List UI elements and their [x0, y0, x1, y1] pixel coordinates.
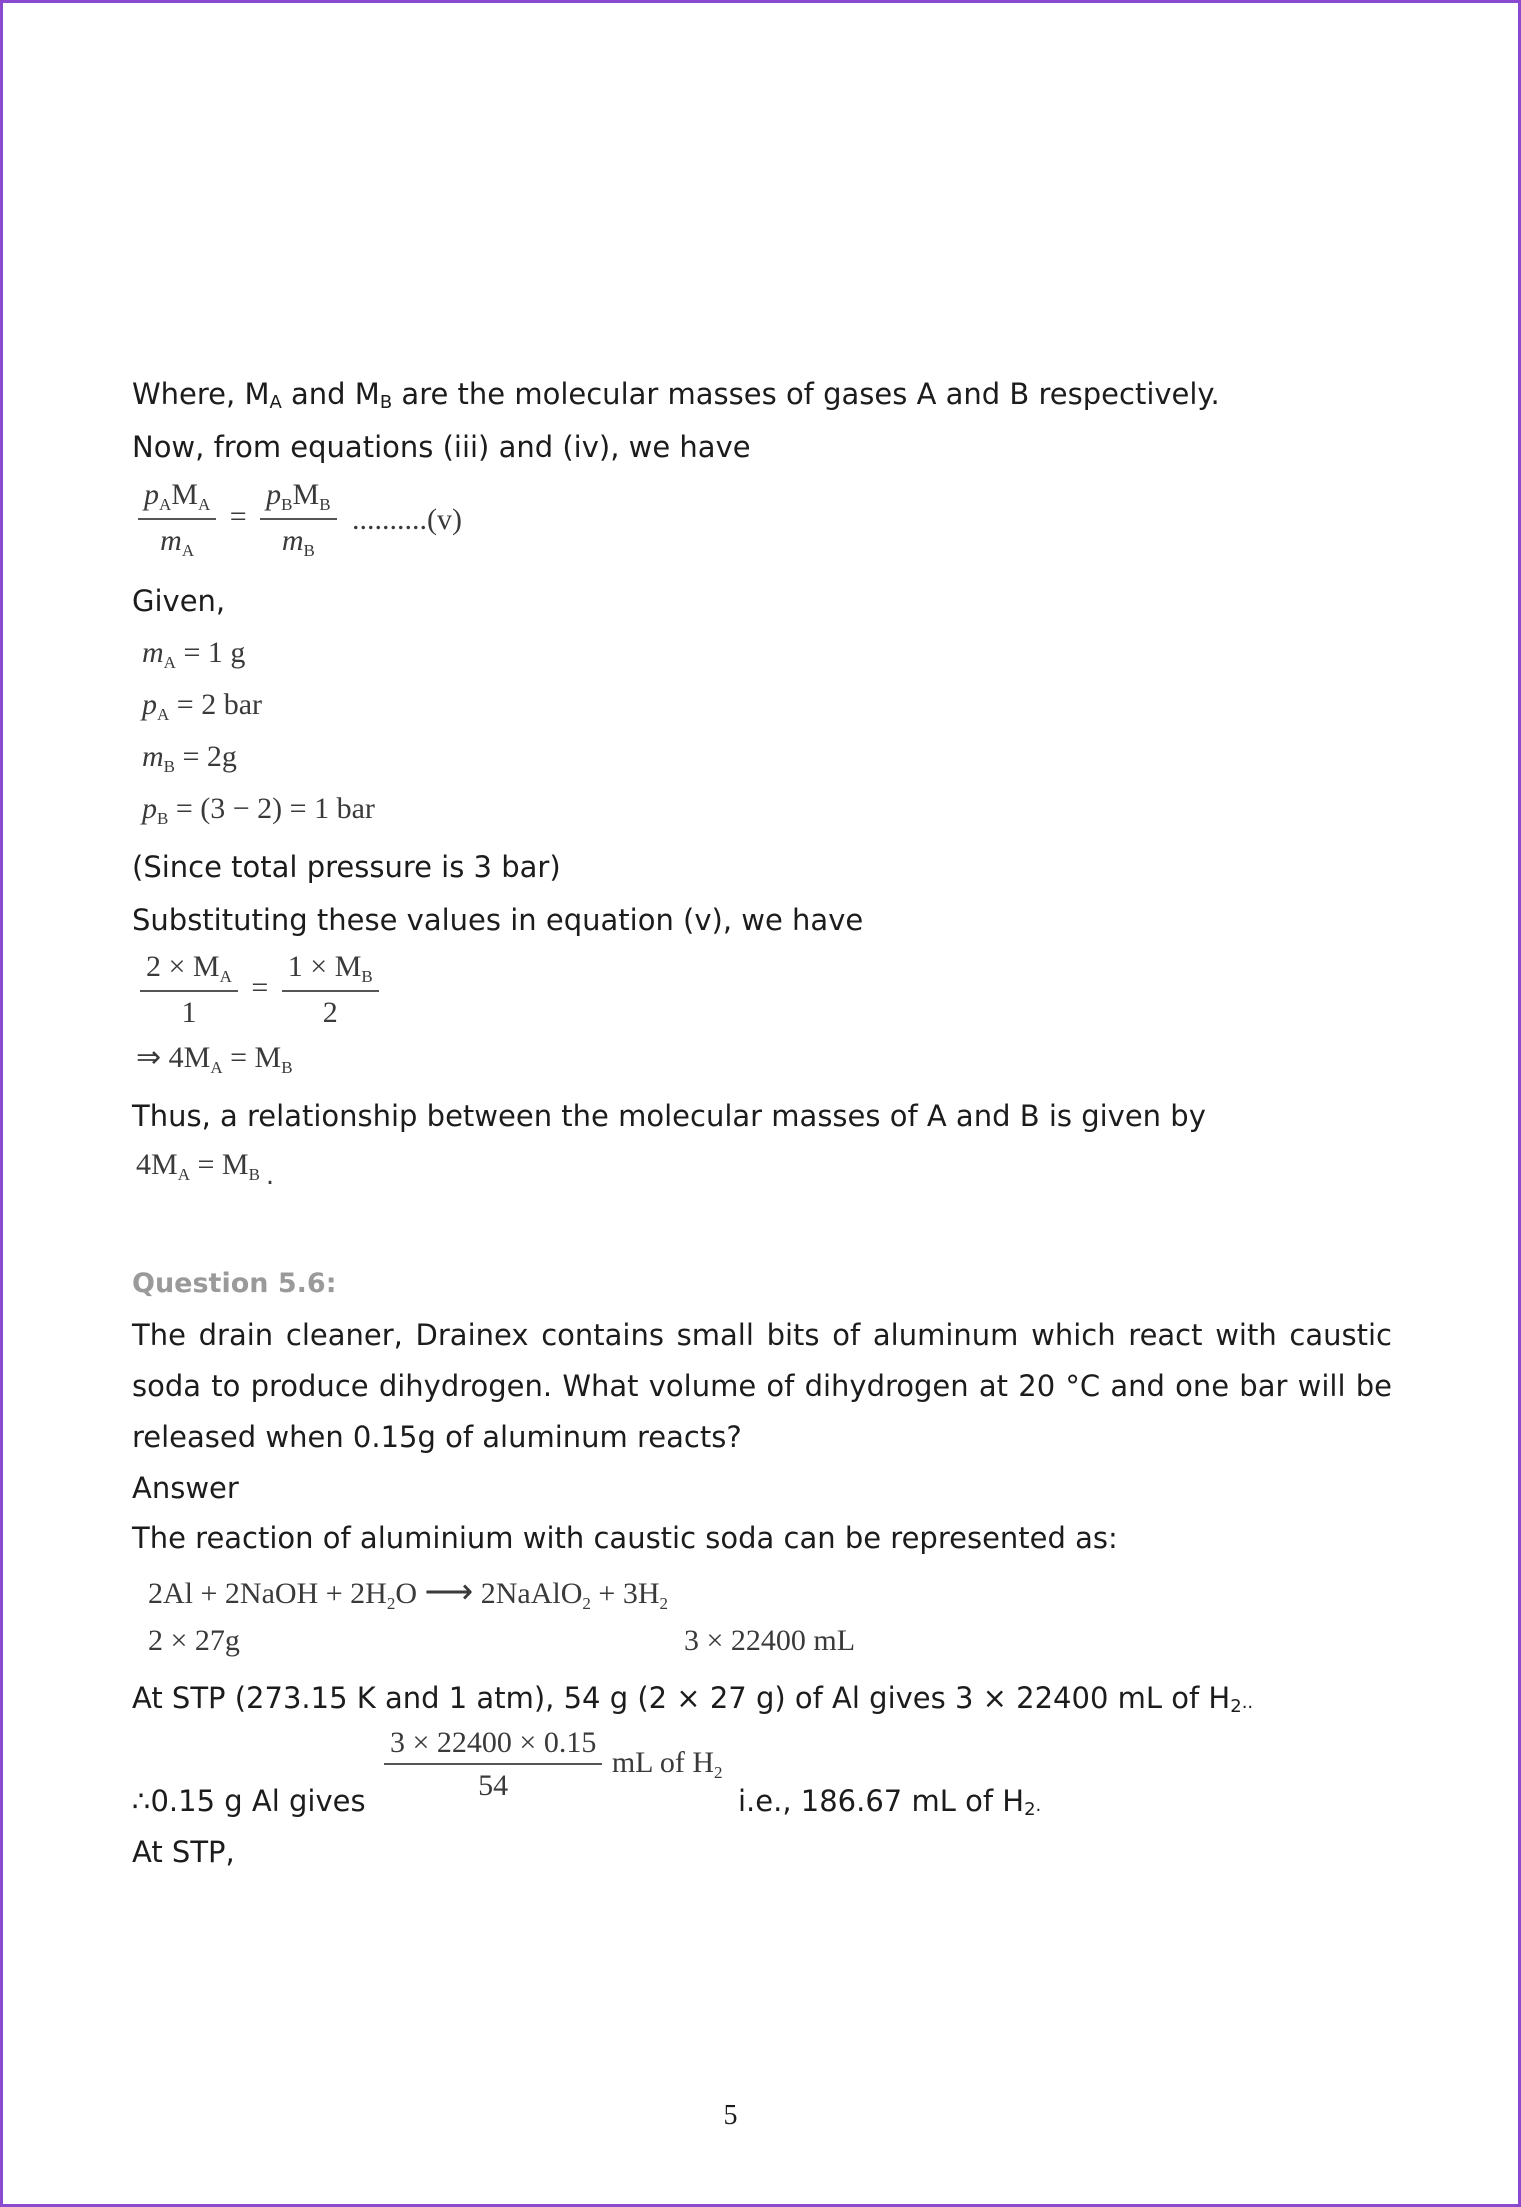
reaction-mass-right: 3 × 22400 mL [684, 1624, 856, 1657]
volume-calculation: $\frac{3 \times 22400 \times 0.15}{54}$ mL of $H_2$ [384, 1726, 723, 1803]
stp-line: At STP (273.15 K and 1 atm), 54 g (2 × 27 g) of Al gives 3 × 22400 mL of $H_2$.. [132, 1681, 1254, 1717]
equation-v-left-fraction: $\frac{p_AM_A}{m_A}$ [138, 478, 216, 561]
reaction-mass-left: 2 × 27g [148, 1624, 240, 1657]
given-mb: $m_B = 2g$ [142, 740, 237, 776]
equation-v-tag: ..........(v) [352, 502, 463, 536]
ie-result-line: i.e., 186.67 mL of $H_2$. [738, 1784, 1042, 1820]
given-ma: $m_A = 1$ g [142, 636, 246, 672]
volume-fraction: $\frac{3 \times 22400 \times 0.15}{54}$ [384, 1726, 602, 1803]
since-line: (Since total pressure is 3 bar) [132, 850, 561, 884]
now-line: Now, from equations (iii) and (iv), we have [132, 430, 751, 464]
equation-v: $\frac{p_AM_A}{m_A}$ = $\frac{p_BM_B}{m_B}$ ..........(v) [138, 478, 462, 561]
given-pb: $p_B = (3 - 2) = 1$ bar [142, 792, 375, 828]
thus-line: Thus, a relationship between the molecular masses of A and B is given by [132, 1099, 1206, 1133]
page-number: 5 [723, 2100, 738, 2131]
therefore-line: ∴0.15 g Al gives [132, 1784, 366, 1818]
substituting-line: Substituting these values in equation (v), we have [132, 903, 864, 937]
reaction-intro-line: The reaction of aluminium with caustic soda can be represented as: [132, 1521, 1118, 1555]
substituted-right-fraction: $\frac{1 \times M_B}{2}$ [282, 950, 379, 1030]
given-pa: $p_A = 2$ bar [142, 688, 263, 724]
implies-relationship: ⇒ $4M_A = M_B$ [136, 1041, 293, 1077]
given-line: Given, [132, 584, 226, 618]
answer-label: Answer [132, 1471, 239, 1505]
question-body: The drain cleaner, Drainex contains small bits of aluminum which react with caustic soda to produce dihydrogen. What volume of dihydrogen at 20 °C and one bar will be released when 0.15g of aluminum reacts? [132, 1318, 1392, 1454]
equation-v-right-fraction: $\frac{p_BM_B}{m_B}$ [260, 478, 336, 561]
final-relationship: $4M_A = M_B$ . [136, 1148, 275, 1191]
substituted-equation: $\frac{2 \times M_A}{1}$ = $\frac{1 \times M_B}{2}$ [140, 950, 379, 1030]
reaction-equation: 2Al + 2NaOH + $2H_2O$ ⟶ 2NaAlO$_2$ + $3H_2$ [148, 1574, 668, 1613]
at-stp-line: At STP, [132, 1835, 235, 1869]
substituted-left-fraction: $\frac{2 \times M_A}{1}$ [140, 950, 238, 1030]
question-title: Question 5.6: [132, 1268, 337, 1299]
where-line: Where, $M_A$ and $M_B$ are the molecular masses of gases A and B respectively. [132, 377, 1220, 413]
